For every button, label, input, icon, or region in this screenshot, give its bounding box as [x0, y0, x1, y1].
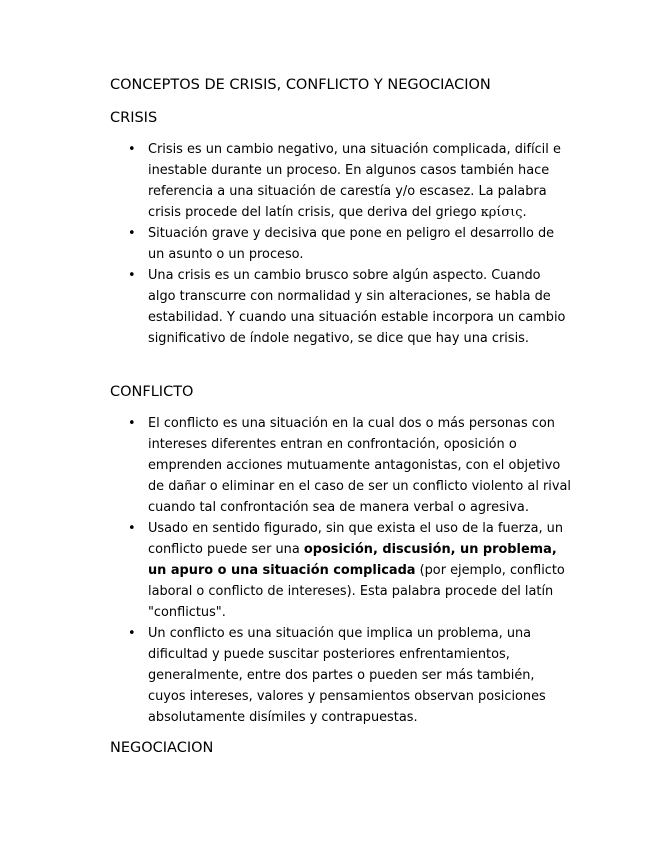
- crisis-list: [126, 139, 571, 349]
- list-item: [126, 413, 571, 518]
- list-item: [126, 518, 571, 623]
- section-heading-conflicto: CONFLICTO: [110, 384, 194, 400]
- conflicto-list: [126, 413, 571, 728]
- list-item: [126, 139, 571, 223]
- bullet-icon: •: [128, 268, 136, 283]
- list-item-text: Una crisis es un cambio brusco sobre algún aspecto. Cuando algo transcurre con normalidad y sin alteraciones, se habla de estabilidad. Y cuando una situación estable incorpora un cambio significativo de índole negativo, se dice que hay una crisis.: [148, 268, 566, 346]
- document-title: CONCEPTOS DE CRISIS, CONFLICTO Y NEGOCIACION: [110, 77, 491, 93]
- section-heading-negociacion: NEGOCIACION: [110, 740, 214, 756]
- list-item-text: Crisis es un cambio negativo, una situación complicada, difícil e inestable durante un proceso. En algunos casos también hace referencia a una situación de carestía y/o escasez. La palabra crisis procede del latín crisis, que deriva del griego: [148, 142, 561, 220]
- greek-word: κρίσις: [480, 205, 523, 220]
- list-item: [126, 265, 571, 349]
- bullet-icon: •: [128, 416, 136, 431]
- section-heading-crisis: CRISIS: [110, 110, 158, 126]
- bullet-icon: •: [128, 226, 136, 241]
- list-item-text-after: (por ejemplo, conflicto laboral o conflicto de intereses). Esta palabra procede del latín "conflictus".: [148, 563, 565, 620]
- list-item-text-before: Usado en sentido figurado, sin que exista el uso de la fuerza, un conflicto puede ser una: [148, 521, 564, 557]
- list-item-text: Situación grave y decisiva que pone en peligro el desarrollo de un asunto o un proceso.: [148, 226, 555, 262]
- list-item-text: Un conflicto es una situación que implica un problema, una dificultad y puede suscitar posteriores enfrentamientos, generalmente, entre dos partes o pueden ser más también, cuyos intereses, valores y pensamientos observan posiciones absolutamente disímiles y contrapuestas.: [148, 626, 546, 725]
- list-item-text: El conflicto es una situación en la cual dos o más personas con intereses diferentes entran en confrontación, oposición o emprenden acciones mutuamente antagonistas, con el objetivo de dañar o eliminar en el caso de ser un conflicto violento al rival cuando tal confrontación sea de manera verbal o agresiva.: [148, 416, 571, 515]
- list-item: [126, 623, 571, 728]
- bullet-icon: •: [128, 521, 136, 536]
- list-item-end: .: [522, 205, 527, 220]
- bullet-icon: •: [128, 142, 136, 157]
- bullet-icon: •: [128, 626, 136, 641]
- list-item: [126, 223, 571, 265]
- list-item-bold-text: oposición, discusión, un problema, un apuro o una situación complicada: [148, 542, 557, 578]
